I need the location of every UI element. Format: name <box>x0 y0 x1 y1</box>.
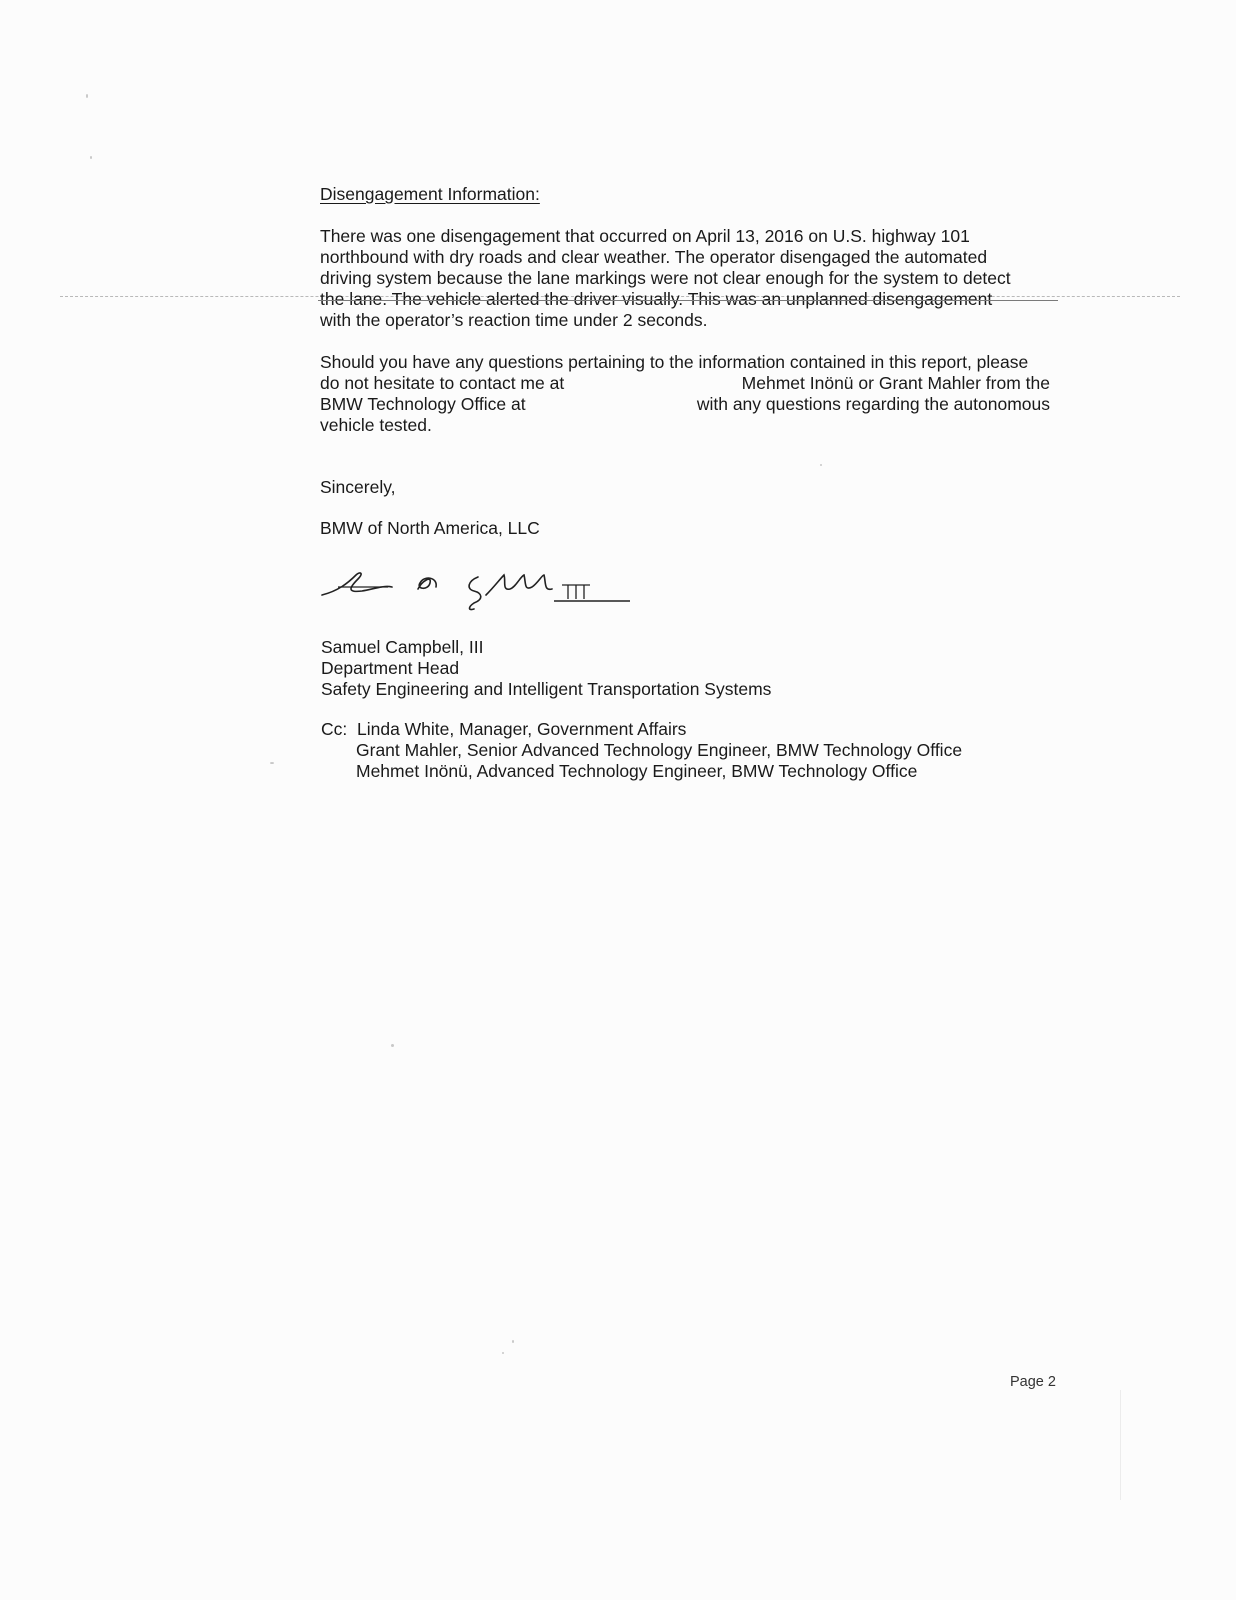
scan-speck <box>90 156 92 159</box>
disengagement-paragraph <box>320 226 1050 331</box>
paragraph-line: northbound with dry roads and clear weather. The operator disengaged the automated <box>320 247 988 267</box>
paragraph-line: driving system because the lane markings were not clear enough for the system to detect <box>320 268 1011 288</box>
paragraph-line: vehicle tested. <box>320 415 432 435</box>
cc-block <box>321 719 962 782</box>
scan-speck <box>820 464 822 466</box>
scan-strike-line <box>318 300 1058 301</box>
cc-recipient: Grant Mahler, Senior Advanced Technology Engineer, BMW Technology Office <box>356 740 963 760</box>
scan-speck <box>270 762 274 764</box>
signer-block <box>321 637 771 700</box>
signer-name: Samuel Campbell, III <box>321 637 484 657</box>
scan-speck <box>391 1044 394 1047</box>
contact-paragraph <box>320 352 1050 436</box>
paragraph-text: with any questions regarding the autonomous <box>696 394 1050 414</box>
page-number: Page 2 <box>1010 1374 1056 1390</box>
paragraph-text: Mehmet Inönü or Grant Mahler from the <box>741 373 1050 393</box>
paragraph-line: There was one disengagement that occurred on April 13, 2016 on U.S. highway 101 <box>320 226 970 246</box>
cc-first-row <box>321 719 962 740</box>
scan-speck <box>512 1340 514 1343</box>
company-name: BMW of North America, LLC <box>320 518 540 538</box>
paragraph-text: BMW Technology Office at <box>320 394 526 414</box>
paragraph-line <box>320 394 1050 415</box>
section-heading: Disengagement Information: <box>320 184 540 204</box>
paragraph-line: the lane. The vehicle alerted the driver visually. This was an unplanned disengagement <box>320 289 993 309</box>
paragraph-line: with the operator’s reaction time under 2 seconds. <box>320 310 708 330</box>
letter-body <box>320 184 1050 539</box>
cc-recipient: Linda White, Manager, Government Affairs <box>356 719 687 739</box>
paragraph-text: do not hesitate to contact me at <box>320 373 565 393</box>
scan-speck <box>502 1352 504 1354</box>
handwritten-signature <box>318 565 638 615</box>
cc-recipient: Mehmet Inönü, Advanced Technology Engineer, BMW Technology Office <box>356 761 918 781</box>
paragraph-line: Should you have any questions pertaining to the information contained in this report, please <box>320 352 1029 372</box>
signer-title: Department Head <box>321 658 460 678</box>
cc-label: Cc: <box>321 719 348 739</box>
closing-salutation: Sincerely, <box>320 477 396 497</box>
paragraph-line <box>320 373 1050 394</box>
scan-speck <box>86 94 88 98</box>
signer-department: Safety Engineering and Intelligent Transportation Systems <box>321 679 772 699</box>
scan-speck <box>1120 1390 1121 1500</box>
